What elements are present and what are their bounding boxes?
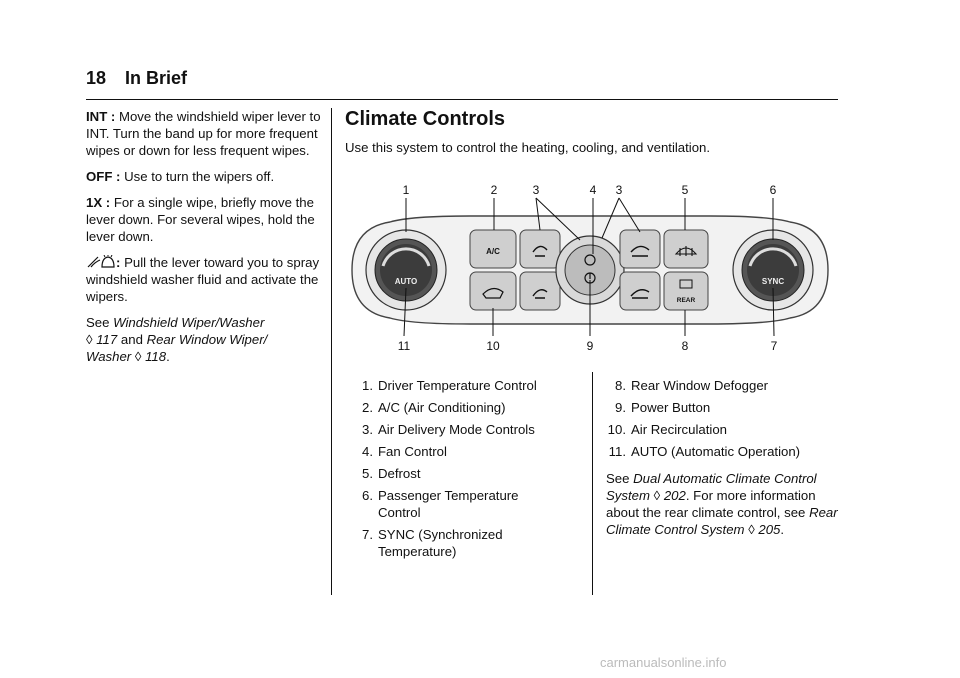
item-number: 3. <box>362 422 373 437</box>
item-number: 2. <box>362 400 373 415</box>
washer-text: Pull the lever toward you to spray windshield washer fluid and activate the wipers. <box>86 255 320 304</box>
page-ref-arrow-icon: ◊ <box>86 332 93 347</box>
item-text: Driver Temperature Control <box>378 378 537 393</box>
see-prefix: See <box>86 315 114 330</box>
sync-label: SYNC <box>761 277 785 286</box>
list-item <box>351 465 581 482</box>
page-header <box>86 68 187 89</box>
callout-top-2: 2 <box>490 183 498 197</box>
watermark: carmanualsonline.info <box>600 655 727 670</box>
item-number: 9. <box>615 400 626 415</box>
section-intro: Use this system to control the heating, cooling, and ventilation. <box>345 140 711 155</box>
item-text: Fan Control <box>378 444 447 459</box>
page-ref-arrow-icon-2: ◊ <box>134 349 142 364</box>
see-link-rear-wiper[interactable]: Rear Window Wiper/ Washer <box>86 332 268 364</box>
one-x-paragraph <box>86 194 321 245</box>
see-page-205[interactable]: 205 <box>758 522 781 537</box>
item-number: 5. <box>362 466 373 481</box>
see-link-rear-climate[interactable]: Rear Climate Control System <box>606 505 838 537</box>
see-end: . <box>166 349 170 364</box>
item-text: SYNC (Synchronized Temperature) <box>378 527 503 559</box>
callout-bottom-7: 7 <box>770 339 778 353</box>
see-link-dual-climate[interactable]: Dual Automatic Climate Control System <box>606 471 817 503</box>
see-mid: . For more information about the rear climate control, see <box>606 488 816 520</box>
list-item <box>351 377 581 394</box>
see-link-wiper-washer[interactable]: Windshield Wiper/Washer <box>113 315 265 330</box>
int-term: INT : <box>86 109 116 124</box>
page-ref-arrow-icon-4: ◊ <box>748 522 755 537</box>
list-item <box>351 421 581 438</box>
callout-top-5: 5 <box>681 183 689 197</box>
callout-top-3b: 3 <box>615 183 623 197</box>
item-number: 11. <box>608 444 626 459</box>
one-x-term: 1X : <box>86 195 111 210</box>
callout-bottom-8: 8 <box>681 339 689 353</box>
item-text: Rear Window Defogger <box>631 378 769 393</box>
item-text: Power Button <box>631 400 711 415</box>
rear-label: REAR <box>676 297 696 304</box>
see-page-117[interactable]: 117 <box>96 332 118 347</box>
item-text: Defrost <box>378 466 421 481</box>
page-number: 18 <box>86 68 107 88</box>
one-x-text: For a single wipe, briefly move the lever down. For several wipes, hold the lever down. <box>86 195 315 244</box>
callout-bottom-10: 10 <box>486 339 500 353</box>
see-paragraph <box>86 314 321 365</box>
callout-top-4: 4 <box>589 183 597 197</box>
recirc-button <box>470 272 516 310</box>
rear-defog-button <box>664 272 708 310</box>
see-page-118[interactable]: 118 <box>145 349 167 364</box>
see-prefix-right: See <box>606 471 634 486</box>
left-column <box>86 108 321 374</box>
see-page-202[interactable]: 202 <box>663 488 686 503</box>
item-text: Passenger Temperature Control <box>378 488 519 520</box>
list-item <box>351 399 581 416</box>
callout-top-3a: 3 <box>532 183 540 197</box>
washer-paragraph <box>86 254 321 305</box>
callout-top-1: 1 <box>402 183 410 197</box>
item-number: 4. <box>362 444 373 459</box>
list-item <box>351 487 581 521</box>
ac-label: A/C <box>486 247 500 256</box>
see-end-right: . <box>780 522 785 537</box>
section-title: Climate Controls <box>345 108 506 130</box>
see-also-climate <box>606 470 840 538</box>
washer-icon <box>86 255 116 269</box>
item-number: 1. <box>362 378 373 393</box>
list-item <box>604 421 838 438</box>
column-divider <box>331 108 332 595</box>
header-rule <box>86 99 838 100</box>
auto-label: AUTO <box>394 277 418 286</box>
climate-control-panel-illustration <box>350 180 830 360</box>
item-number: 7. <box>362 527 373 542</box>
legend-list-right <box>604 377 838 465</box>
item-text: A/C (Air Conditioning) <box>378 400 506 415</box>
int-paragraph <box>86 108 321 159</box>
off-paragraph <box>86 168 321 185</box>
see-and: and <box>117 332 147 347</box>
chapter-title: In Brief <box>125 68 188 88</box>
item-text: Air Recirculation <box>631 422 728 437</box>
washer-term: : <box>116 255 121 270</box>
off-text: Use to turn the wipers off. <box>120 169 275 184</box>
list-item <box>604 443 838 460</box>
list-divider <box>592 372 593 595</box>
off-term: OFF : <box>86 169 121 184</box>
int-text: Move the windshield wiper lever to INT. Turn the band up for more frequent wipes or down for less frequent wipes. <box>86 109 321 158</box>
list-item <box>604 399 838 416</box>
item-text: Air Delivery Mode Controls <box>378 422 535 437</box>
callout-bottom-9: 9 <box>586 339 594 353</box>
page-ref-arrow-icon-3: ◊ <box>653 488 661 503</box>
legend-list-left <box>351 377 581 565</box>
list-item <box>351 443 581 460</box>
callout-bottom-11: 11 <box>397 339 411 353</box>
item-text: AUTO (Automatic Operation) <box>631 444 801 459</box>
item-number: 10. <box>607 422 626 437</box>
item-number: 6. <box>362 488 373 503</box>
callout-top-6: 6 <box>769 183 777 197</box>
list-item <box>351 526 581 560</box>
item-number: 8. <box>615 378 626 393</box>
list-item <box>604 377 838 394</box>
